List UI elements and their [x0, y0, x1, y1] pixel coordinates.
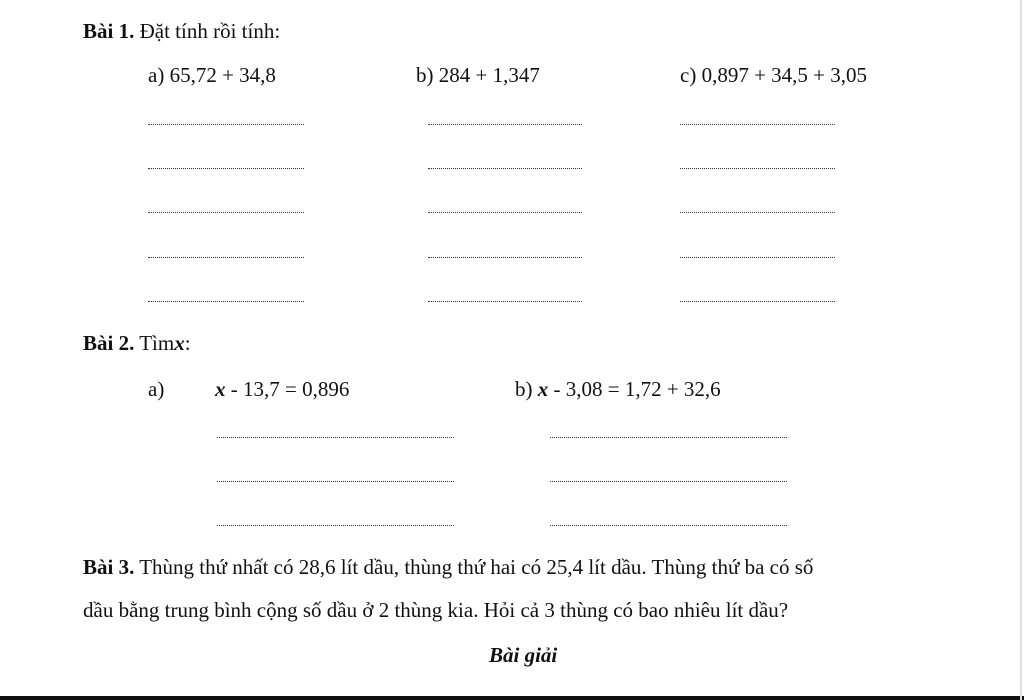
answer-line: [428, 168, 582, 169]
problem-label: c): [680, 63, 697, 87]
equation-rest: - 3,08 = 1,72 + 32,6: [548, 377, 721, 401]
equation-rest: - 13,7 = 0,896: [225, 377, 350, 401]
answer-line: [428, 124, 582, 125]
bai2-colon: :: [184, 331, 191, 355]
answer-line: [680, 301, 835, 302]
equation-variable: x: [215, 377, 226, 401]
bai1-prompt: Đặt tính rồi tính:: [139, 19, 281, 43]
bai3-heading: Bài 3.: [83, 555, 135, 579]
problem-label: b): [416, 63, 434, 87]
answer-line: [148, 257, 304, 258]
equation-variable: x: [537, 377, 549, 401]
bai1-problem-a: [148, 62, 276, 88]
bai3-line1: [83, 554, 813, 580]
bai2-variable: x: [174, 331, 185, 355]
problem-expression: 65,72 + 34,8: [169, 63, 276, 87]
answer-line: [550, 525, 787, 526]
bai2-prompt: Tìm: [139, 331, 175, 355]
bai3-text-1: Thùng thứ nhất có 28,6 lít dầu, thùng thứ hai có 25,4 lít dầu. Thùng thứ ba có số: [139, 555, 814, 579]
answer-line: [148, 124, 304, 125]
bai1-heading: Bài 1.: [83, 19, 135, 43]
bai1-problem-b: [416, 62, 540, 88]
bai3-line2: dầu bằng trung bình cộng số dầu ở 2 thùng kia. Hỏi cả 3 thùng có bao nhiêu lít dầu?: [83, 598, 789, 622]
problem-label: b): [515, 377, 533, 401]
answer-line: [217, 525, 454, 526]
answer-line: [680, 124, 835, 125]
bai2-problem-b: [515, 376, 721, 402]
problem-expression: 0,897 + 34,5 + 3,05: [701, 63, 868, 87]
solution-heading: Bài giải: [489, 643, 558, 667]
answer-line: [428, 212, 582, 213]
answer-line: [217, 481, 454, 482]
bai1-problem-c: [680, 62, 867, 88]
answer-line: [148, 212, 304, 213]
bai2-label-a: a): [148, 377, 165, 401]
answer-line: [217, 437, 454, 438]
right-border: [1020, 0, 1022, 700]
answer-line: [148, 301, 304, 302]
answer-line: [550, 437, 787, 438]
bai2-title: [83, 330, 191, 356]
answer-line: [680, 168, 835, 169]
answer-line: [148, 168, 304, 169]
bai2-heading: Bài 2.: [83, 331, 135, 355]
answer-line: [428, 301, 582, 302]
answer-line: [550, 481, 787, 482]
problem-expression: 284 + 1,347: [438, 63, 540, 87]
bottom-border: [0, 696, 1024, 700]
bai1-title: [83, 18, 280, 44]
answer-line: [680, 257, 835, 258]
bai2-problem-a: [215, 376, 349, 402]
problem-label: a): [148, 63, 165, 87]
answer-line: [428, 257, 582, 258]
answer-line: [680, 212, 835, 213]
